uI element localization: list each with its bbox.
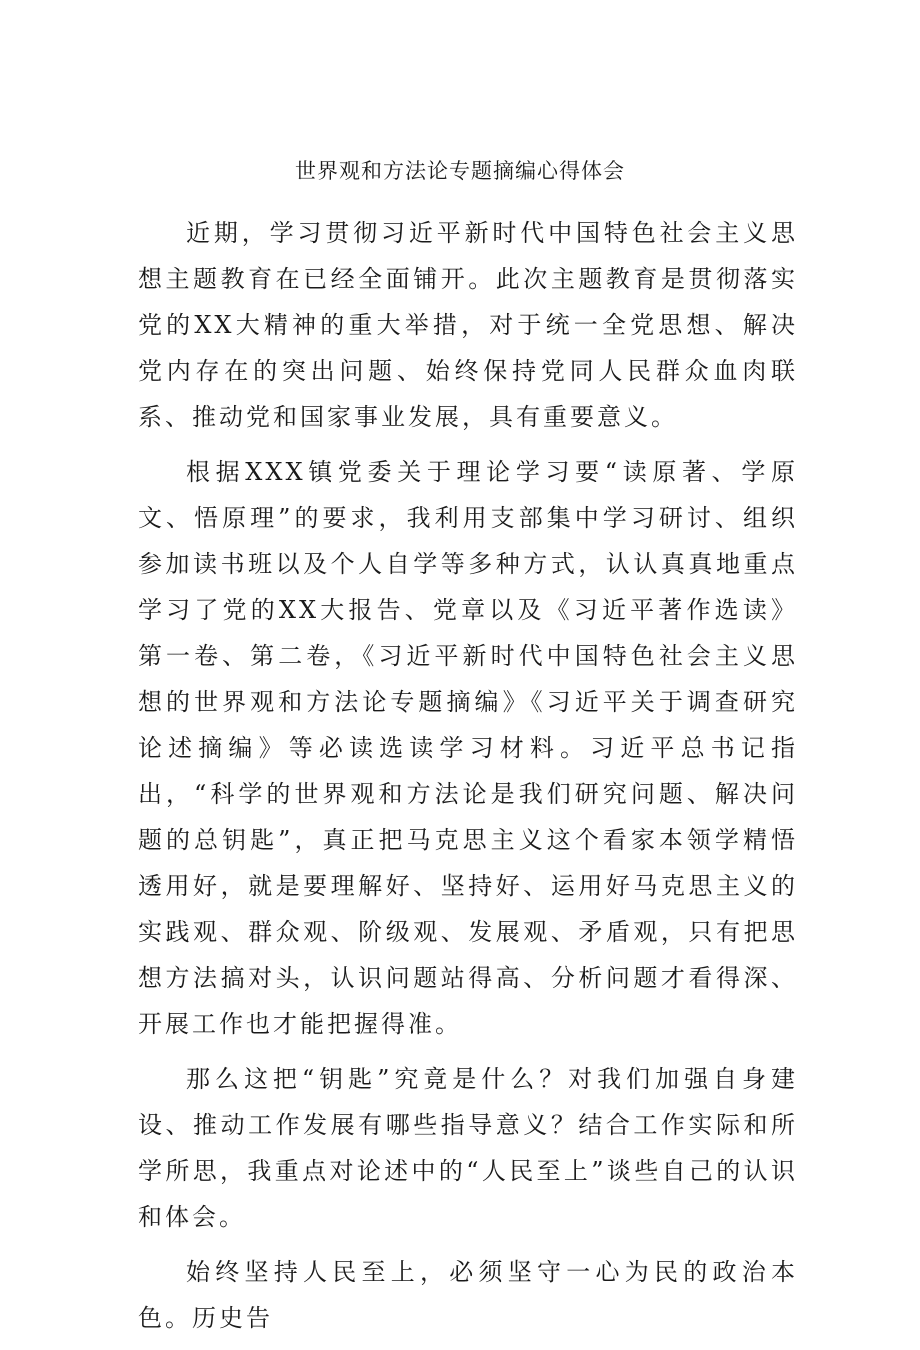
paragraph-3: 那么这把“钥匙”究竟是什么？对我们加强自身建设、推动工作发展有哪些指导意义？结合工作实际和所学所思，我重点对论述中的“人民至上”谈些自己的认识和体会。 xyxy=(138,1065,798,1231)
paragraph-4: 始终坚持人民至上，必须坚守一心为民的政治本色。历史告 xyxy=(138,1258,798,1332)
document-body xyxy=(138,210,798,1350)
paragraph-2: 根据XXX镇党委关于理论学习要“读原著、学原文、悟原理”的要求，我利用支部集中学习研讨、组织参加读书班以及个人自学等多种方式，认认真真地重点学习了党的XX大报告、党章以及《习近平著作选读》第一卷、第二卷，《习近平新时代中国特色社会主义思想的世界观和方法论专题摘编》《习近平关于调查研究论述摘编》等必读选读学习材料。习近平总书记指出，“科学的世界观和方法论是我们研究问题、解决问题的总钥匙”，真正把马克思主义这个看家本领学精悟透用好，就是要理解好、坚持好、运用好马克思主义的实践观、群众观、阶级观、发展观、矛盾观，只有把思想方法搞对头，认识问题站得高、分析问题才看得深、开展工作也才能把握得准。 xyxy=(138,458,798,1038)
paragraph-1: 近期，学习贯彻习近平新时代中国特色社会主义思想主题教育在已经全面铺开。此次主题教育是贯彻落实党的XX大精神的重大举措，对于统一全党思想、解决党内存在的突出问题、始终保持党同人民群众血肉联系、推动党和国家事业发展，具有重要意义。 xyxy=(138,219,798,431)
document-title: 世界观和方法论专题摘编心得体会 xyxy=(295,159,625,183)
